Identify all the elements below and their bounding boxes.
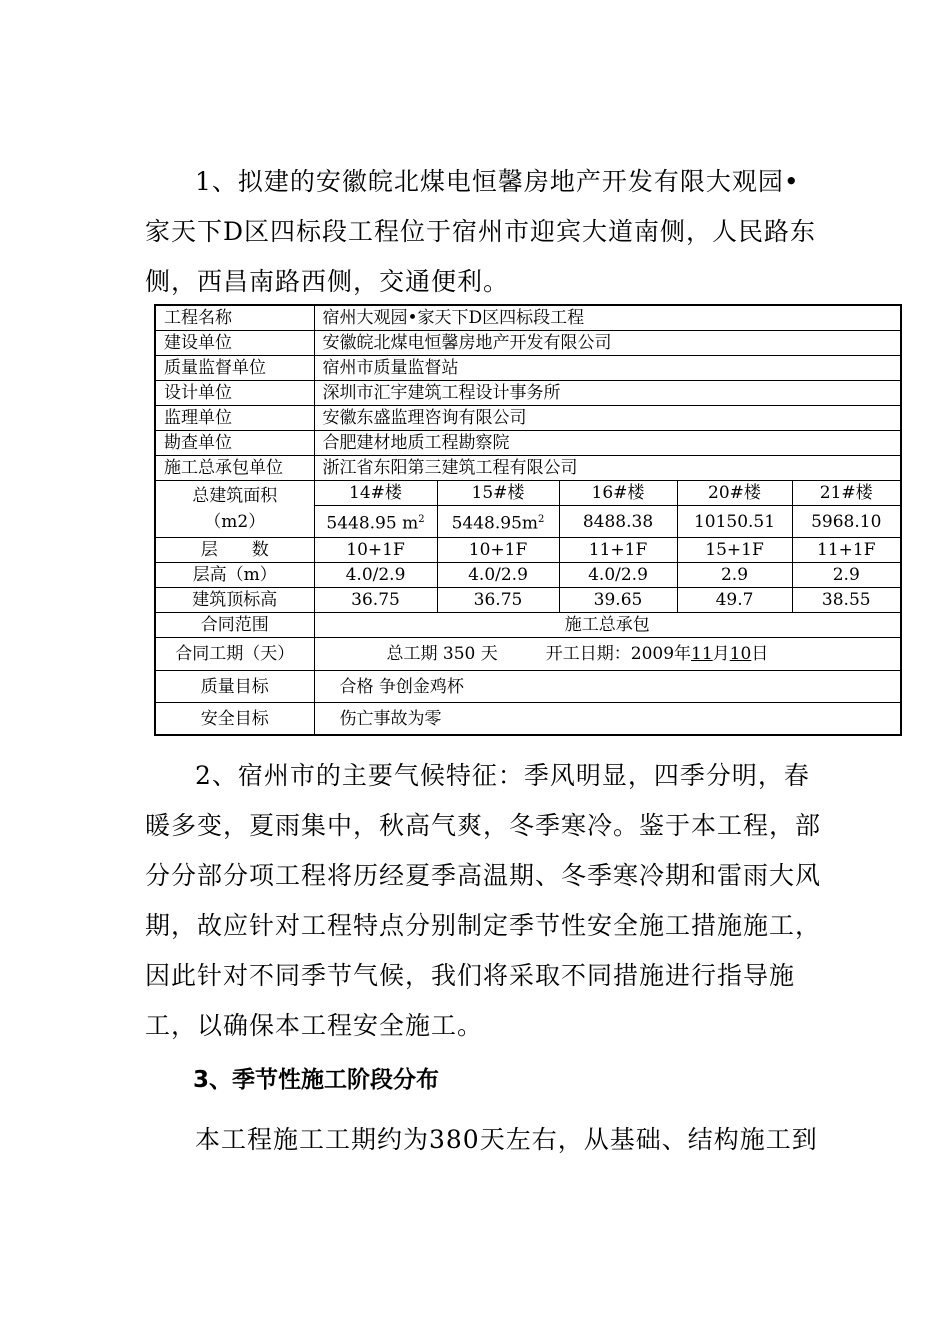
start-month: 11 — [691, 644, 713, 664]
top-elevation-21: 38.55 — [792, 588, 901, 613]
area-14: 5448.95 $m^2$ — [314, 506, 437, 538]
start-date-prefix: 开工日期：2009年 — [545, 644, 692, 664]
table-row — [155, 638, 901, 671]
supervision-value: 安徽东盛监理咨询有限公司 — [314, 406, 901, 431]
floor-height-15: 4.0/2.9 — [437, 563, 559, 588]
area-label-line2: （m2） — [204, 512, 266, 532]
table-row — [155, 703, 901, 736]
floor-height-14: 4.0/2.9 — [314, 563, 437, 588]
table-row — [155, 431, 901, 456]
project-name-value: 宿州大观园•家天下D区四标段工程 — [314, 305, 901, 331]
top-elevation-15: 36.75 — [437, 588, 559, 613]
section-heading-3: 3、季节性施工阶段分布 — [193, 1067, 440, 1093]
top-elevation-20: 49.7 — [677, 588, 792, 613]
contractor-label: 施工总承包单位 — [155, 456, 314, 481]
table-row — [155, 305, 901, 331]
building-14: 14#楼 — [314, 481, 437, 506]
quality-supervision-value: 宿州市质量监督站 — [314, 356, 901, 381]
area-label-line1: 总建筑面积 — [192, 486, 278, 506]
table-row — [155, 406, 901, 431]
design-label: 设计单位 — [155, 381, 314, 406]
safety-target-label: 安全目标 — [155, 703, 314, 736]
area-16: 8488.38 — [559, 506, 677, 538]
table-row — [155, 671, 901, 703]
building-16: 16#楼 — [559, 481, 677, 506]
builder-label: 建设单位 — [155, 331, 314, 356]
floor-height-20: 2.9 — [677, 563, 792, 588]
survey-value: 合肥建材地质工程勘察院 — [314, 431, 901, 456]
floor-height-16: 4.0/2.9 — [559, 563, 677, 588]
survey-label: 勘查单位 — [155, 431, 314, 456]
floors-14: 10+1F — [314, 538, 437, 563]
floors-20: 15+1F — [677, 538, 792, 563]
top-elevation-14: 36.75 — [314, 588, 437, 613]
area-15: $5448.95m^2$ — [437, 506, 559, 538]
climate-paragraph: 2、宿州市的主要气候特征：季风明显，四季分明，春暖多变，夏雨集中，秋高气爽，冬季寒冷。鉴于本工程，部分分部分项工程将历经夏季高温期、冬季寒冷期和雷雨大风期，故应针对工程特点分别制定季节性安全施工措施施工，因此针对不同季节气候，我们将采取不同措施进行指导施工，以确保本工程安全施工。 — [145, 761, 822, 1040]
floor-height-21: 2.9 — [792, 563, 901, 588]
period-label: 合同工期（天） — [155, 638, 314, 671]
table-row — [155, 613, 901, 638]
safety-target-value: 伤亡事故为零 — [314, 703, 901, 736]
scope-value: 施工总承包 — [314, 613, 901, 638]
table-row — [155, 331, 901, 356]
table-row — [155, 356, 901, 381]
quality-target-value: 合格 争创金鸡杯 — [314, 671, 901, 703]
quality-target-label: 质量目标 — [155, 671, 314, 703]
project-name-label: 工程名称 — [155, 305, 314, 331]
table-row — [155, 563, 901, 588]
schedule-paragraph: 本工程施工工期约为380天左右，从基础、结构施工到 — [195, 1125, 818, 1154]
building-20: 20#楼 — [677, 481, 792, 506]
building-15: 15#楼 — [437, 481, 559, 506]
table-row — [155, 381, 901, 406]
builder-value: 安徽皖北煤电恒馨房地产开发有限公司 — [314, 331, 901, 356]
supervision-label: 监理单位 — [155, 406, 314, 431]
floors-15: 10+1F — [437, 538, 559, 563]
area-20: 10150.51 — [677, 506, 792, 538]
intro-paragraph: 1、拟建的安徽皖北煤电恒馨房地产开发有限大观园•家天下D区四标段工程位于宿州市迎宾大道南侧，人民路东侧，西昌南路西侧，交通便利。 — [145, 167, 817, 296]
area-label — [155, 481, 314, 538]
period-value: 总工期 350 天 开工日期：2009年11月10日 — [314, 638, 901, 671]
start-day: 10 — [729, 644, 752, 664]
design-value: 深圳市汇宇建筑工程设计事务所 — [314, 381, 901, 406]
table-row — [155, 588, 901, 613]
building-21: 21#楼 — [792, 481, 901, 506]
project-info-table — [154, 304, 902, 736]
floors-label: 层 数 — [155, 538, 314, 563]
total-period: 总工期 350 天 — [386, 644, 498, 664]
table-row — [155, 538, 901, 563]
floor-height-label: 层高（m） — [155, 563, 314, 588]
floors-16: 11+1F — [559, 538, 677, 563]
top-elevation-16: 39.65 — [559, 588, 677, 613]
scope-label: 合同范围 — [155, 613, 314, 638]
top-elevation-label: 建筑顶标高 — [155, 588, 314, 613]
table-row — [155, 456, 901, 481]
contractor-value: 浙江省东阳第三建筑工程有限公司 — [314, 456, 901, 481]
table-row — [155, 481, 901, 506]
area-21: 5968.10 — [792, 506, 901, 538]
quality-supervision-label: 质量监督单位 — [155, 356, 314, 381]
floors-21: 11+1F — [792, 538, 901, 563]
